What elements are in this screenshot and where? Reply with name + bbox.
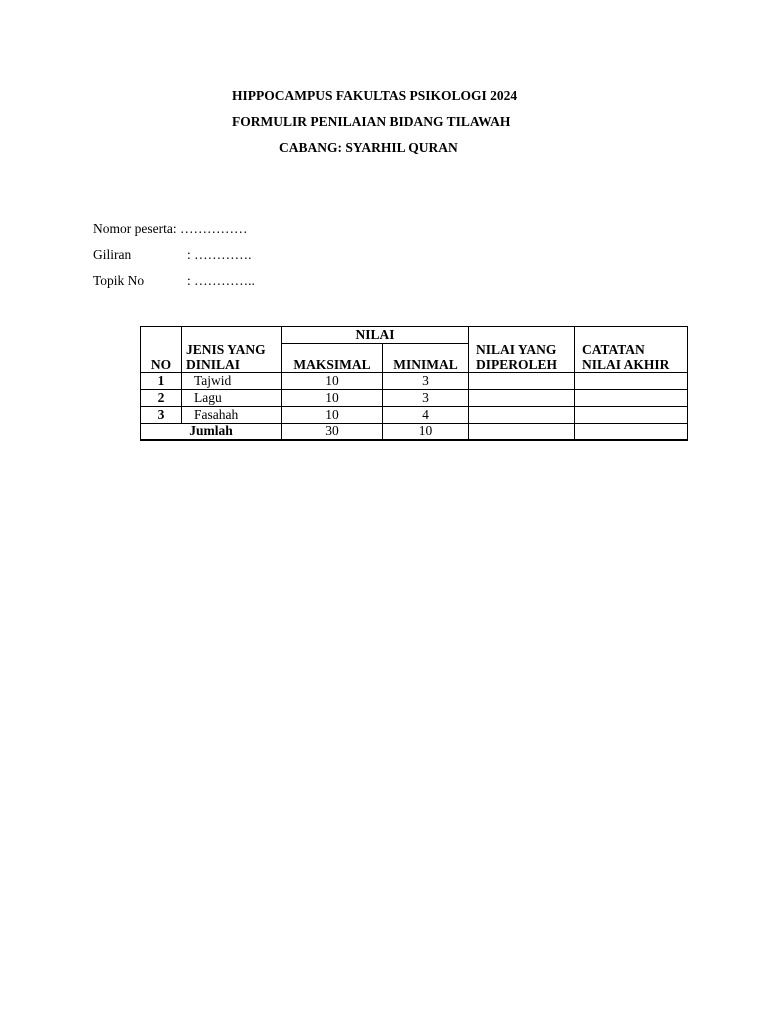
row-no: 3: [141, 407, 182, 424]
form-title-name: FORMULIR PENILAIAN BIDANG TILAWAH: [232, 114, 511, 129]
row-minimal: 3: [383, 373, 469, 390]
total-diperoleh-cell[interactable]: [469, 424, 575, 440]
row-jenis: Fasahah: [182, 407, 282, 424]
row-jenis: Tajwid: [182, 373, 282, 390]
row-catatan-cell[interactable]: [575, 407, 688, 424]
topic-number-label: Topik No: [93, 273, 145, 288]
total-maksimal: 30: [282, 424, 383, 440]
header-jenis: JENIS YANG DINILAI: [182, 327, 282, 373]
header-diperoleh: NILAI YANG DIPEROLEH: [469, 327, 575, 373]
form-title-institution: HIPPOCAMPUS FAKULTAS PSIKOLOGI 2024: [232, 88, 518, 103]
table-row: [141, 390, 688, 407]
total-minimal: 10: [383, 424, 469, 440]
total-row: [141, 424, 688, 440]
total-label: Jumlah: [141, 424, 282, 440]
row-maksimal: 10: [282, 373, 383, 390]
row-minimal: 4: [383, 407, 469, 424]
row-minimal: 3: [383, 390, 469, 407]
header-minimal: MINIMAL: [383, 344, 469, 373]
score-table: [140, 326, 688, 441]
participant-number-field: [93, 221, 248, 237]
row-maksimal: 10: [282, 407, 383, 424]
header-no: NO: [141, 327, 182, 373]
total-catatan-cell[interactable]: [575, 424, 688, 440]
row-diperoleh-cell[interactable]: [469, 373, 575, 390]
table-row: [141, 373, 688, 390]
row-no: 1: [141, 373, 182, 390]
header-catatan: CATATAN NILAI AKHIR: [575, 327, 688, 373]
row-diperoleh-cell[interactable]: [469, 407, 575, 424]
row-jenis: Lagu: [182, 390, 282, 407]
turn-value[interactable]: : ………….: [187, 247, 252, 262]
topic-number-field: [93, 273, 255, 289]
row-maksimal: 10: [282, 390, 383, 407]
turn-field: [93, 247, 252, 263]
row-catatan-cell[interactable]: [575, 390, 688, 407]
row-diperoleh-cell[interactable]: [469, 390, 575, 407]
form-title-branch: CABANG: SYARHIL QURAN: [279, 140, 458, 155]
row-catatan-cell[interactable]: [575, 373, 688, 390]
participant-number-label: Nomor peserta:: [93, 221, 177, 236]
header-maksimal: MAKSIMAL: [282, 344, 383, 373]
topic-number-value[interactable]: : …………..: [187, 273, 255, 288]
row-no: 2: [141, 390, 182, 407]
table-row: [141, 407, 688, 424]
turn-label: Giliran: [93, 247, 132, 262]
participant-number-value[interactable]: ……………: [180, 221, 248, 236]
header-nilai: NILAI: [282, 327, 469, 344]
